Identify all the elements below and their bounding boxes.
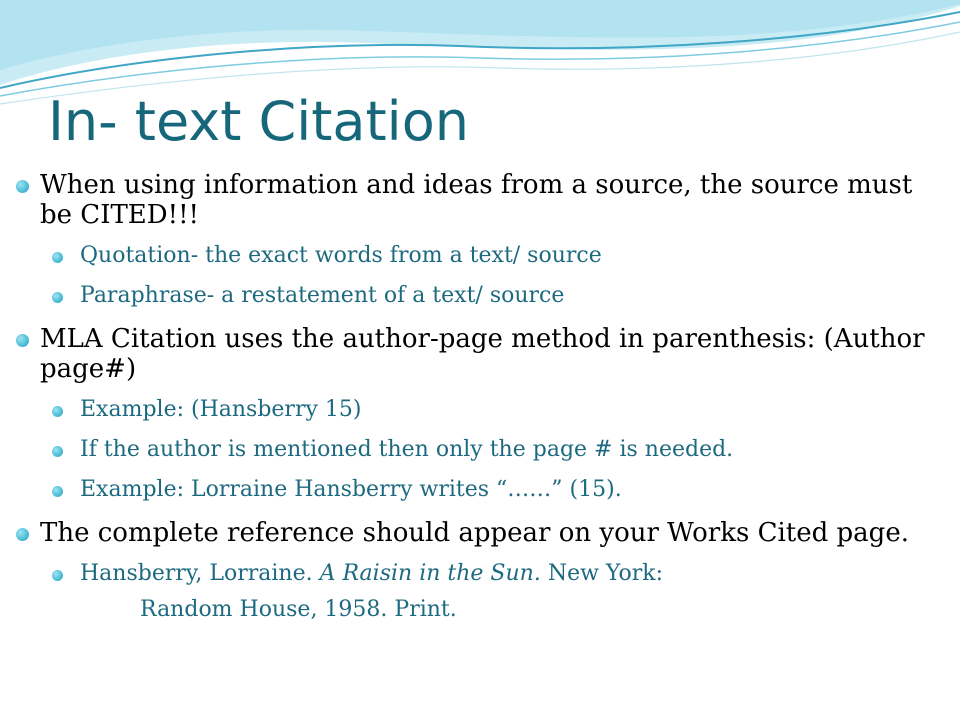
bullet-icon bbox=[52, 446, 63, 457]
bullet-text: MLA Citation uses the author-page method in parenthesis: (Author page#) bbox=[40, 324, 925, 384]
bullet-text: If the author is mentioned then only the page # is needed. bbox=[80, 437, 734, 462]
bullet-icon bbox=[52, 570, 63, 581]
bullet-icon bbox=[52, 292, 63, 303]
sub-bullet-item bbox=[0, 436, 940, 464]
citation-continuation: Random House, 1958. Print. bbox=[140, 597, 457, 622]
sub-bullet-item bbox=[0, 242, 940, 270]
bullet-icon bbox=[52, 252, 63, 263]
bullet-item bbox=[0, 170, 935, 230]
bullet-text-before: Hansberry, Lorraine. bbox=[80, 561, 320, 586]
bullet-list bbox=[0, 170, 960, 624]
bullet-text: Example: (Hansberry 15) bbox=[80, 397, 362, 422]
book-title: A Raisin in the Sun. bbox=[319, 561, 541, 586]
bullet-icon bbox=[16, 528, 29, 541]
bullet-text: When using information and ideas from a source, the source must be CITED!!! bbox=[40, 170, 913, 230]
page-title: In- text Citation bbox=[48, 90, 469, 153]
bullet-text-after: New York: bbox=[540, 561, 664, 586]
bullet-text: Paraphrase- a restatement of a text/ source bbox=[80, 283, 565, 308]
sub-bullet-item bbox=[0, 476, 940, 504]
bullet-text: Example: Lorraine Hansberry writes “……” (15). bbox=[80, 477, 622, 502]
bullet-text: The complete reference should appear on your Works Cited page. bbox=[40, 518, 909, 548]
sub-bullet-item bbox=[0, 396, 940, 424]
bullet-icon bbox=[52, 486, 63, 497]
bullet-icon bbox=[16, 334, 29, 347]
bullet-icon bbox=[52, 406, 63, 417]
sub-bullet-item bbox=[0, 282, 940, 310]
bullet-item bbox=[0, 324, 935, 384]
bullet-icon bbox=[16, 180, 29, 193]
bullet-item bbox=[0, 518, 935, 548]
bullet-text: Quotation- the exact words from a text/ source bbox=[80, 243, 602, 268]
sub-bullet-item bbox=[0, 560, 940, 588]
